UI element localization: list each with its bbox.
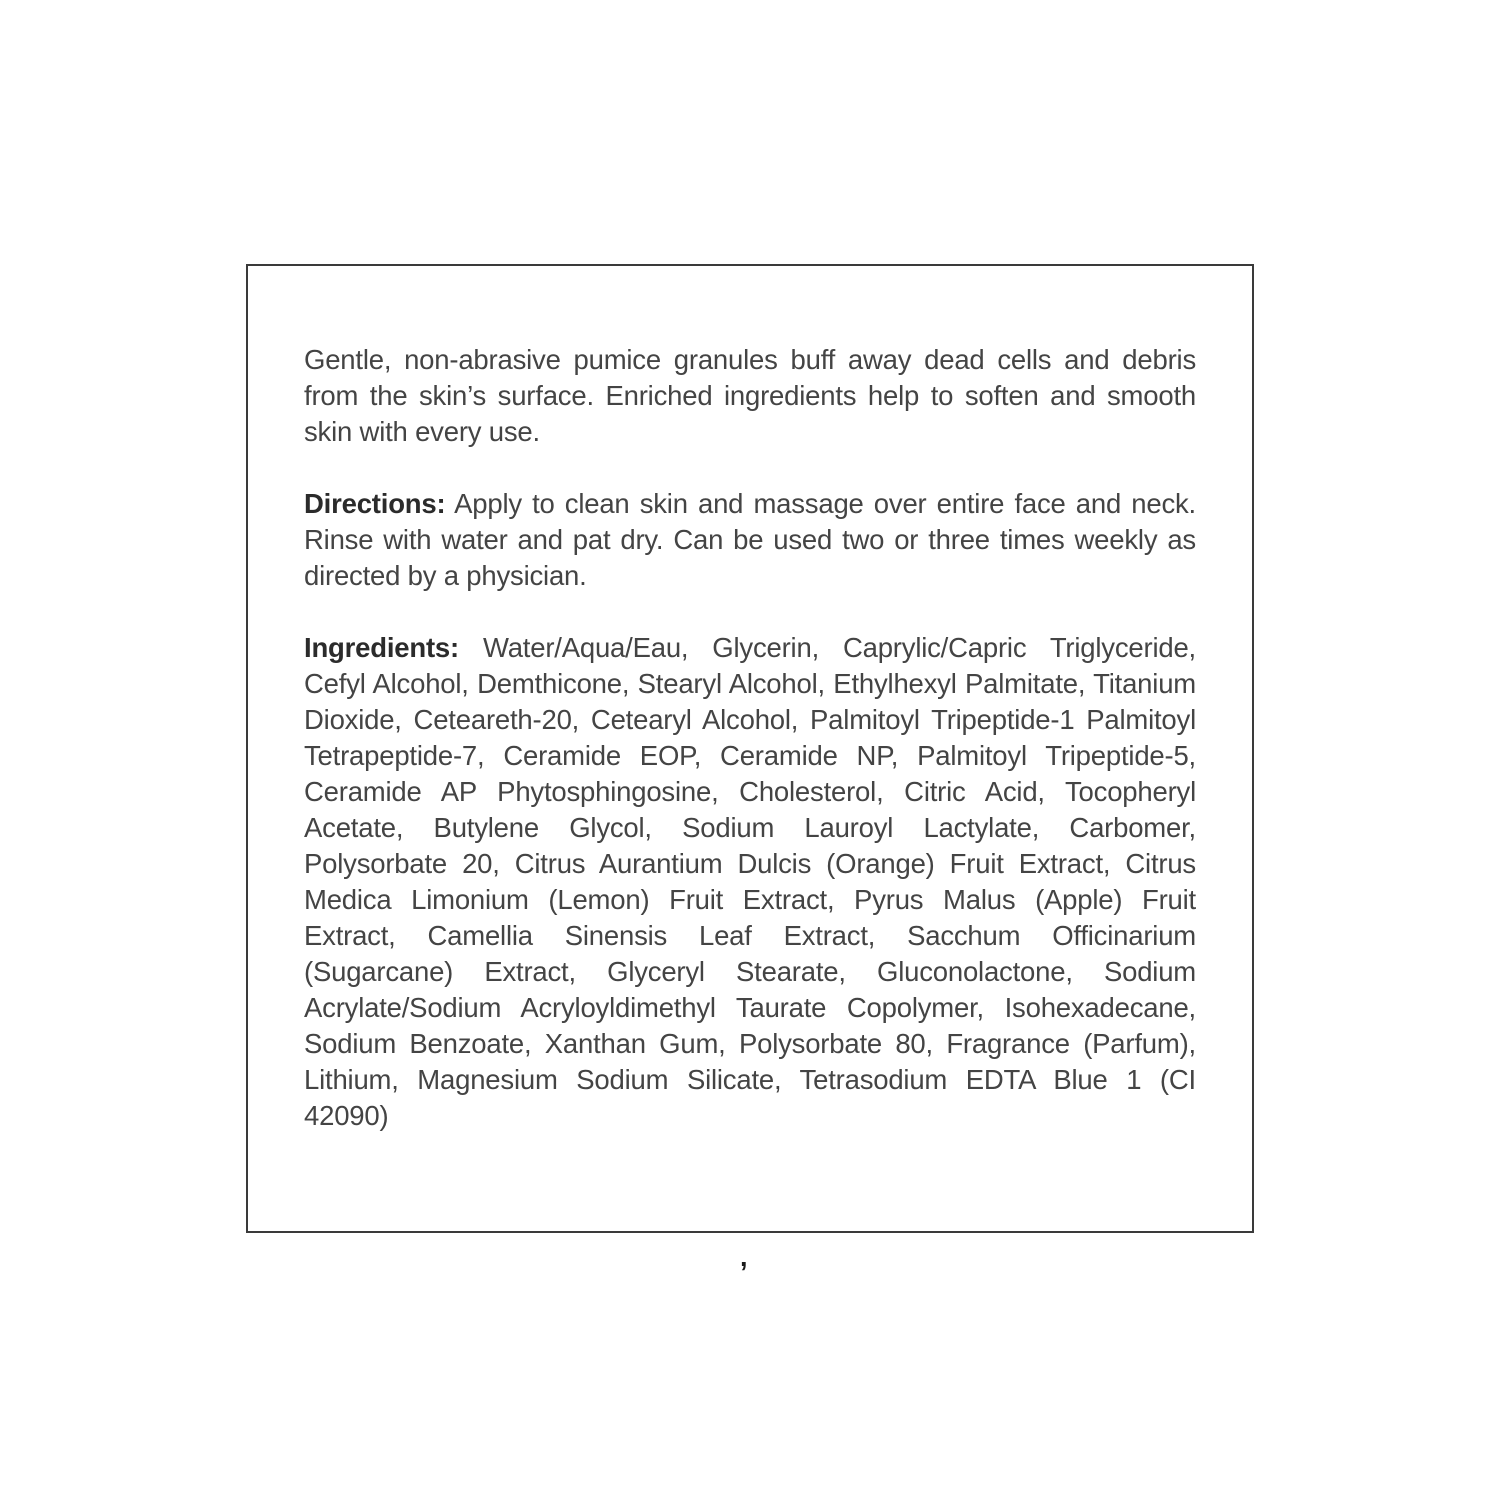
ingredients-heading: Ingredients: (304, 632, 459, 663)
description-paragraph (304, 342, 1196, 450)
directions-heading: Directions: (304, 488, 446, 519)
stray-comma-mark: , (740, 1242, 748, 1272)
directions-paragraph (304, 486, 1196, 594)
directions-text: Apply to clean skin and massage over entire face and neck. Rinse with water and pat dry. Can be used two or three times weekly as directed by a physician. (304, 488, 1196, 591)
product-label-box (246, 264, 1254, 1233)
ingredients-text: Water/Aqua/Eau, Glycerin, Caprylic/Capric Triglyceride, Cefyl Alcohol, Demthicone, Stearyl Alcohol, Ethylhexyl Palmitate, Titanium Dioxide, Ceteareth-20, Cetearyl Alcohol, Palmitoyl Tripeptide-1 Palmitoyl Tetrapeptide-7, Ceramide EOP, Ceramide NP, Palmitoyl Tripeptide-5, Ceramide AP Phytosphingosine, Cholesterol, Citric Acid, Tocopheryl Acetate, Butylene Glycol, Sodium Lauroyl Lactylate, Carbomer, Polysorbate 20, Citrus Aurantium Dulcis (Orange) Fruit Extract, Citrus Medica Limonium (Lemon) Fruit Extract, Pyrus Malus (Apple) Fruit Extract, Camellia Sinensis Leaf Extract, Sacchum Officinarium (Sugarcane) Extract, Glyceryl Stearate, Gluconolactone, Sodium Acrylate/Sodium Acryloyldimethyl Taurate Copolymer, Isohexadecane, Sodium Benzoate, Xanthan Gum, Polysorbate 80, Fragrance (Parfum), Lithium, Magnesium Sodium Silicate, Tetrasodium EDTA Blue 1 (CI 42090) (304, 632, 1196, 1131)
label-content (304, 342, 1196, 1134)
ingredients-paragraph (304, 630, 1196, 1134)
description-text: Gentle, non-abrasive pumice granules buff away dead cells and debris from the skin’s surface. Enriched ingredients help to soften and smooth skin with every use. (304, 344, 1196, 447)
